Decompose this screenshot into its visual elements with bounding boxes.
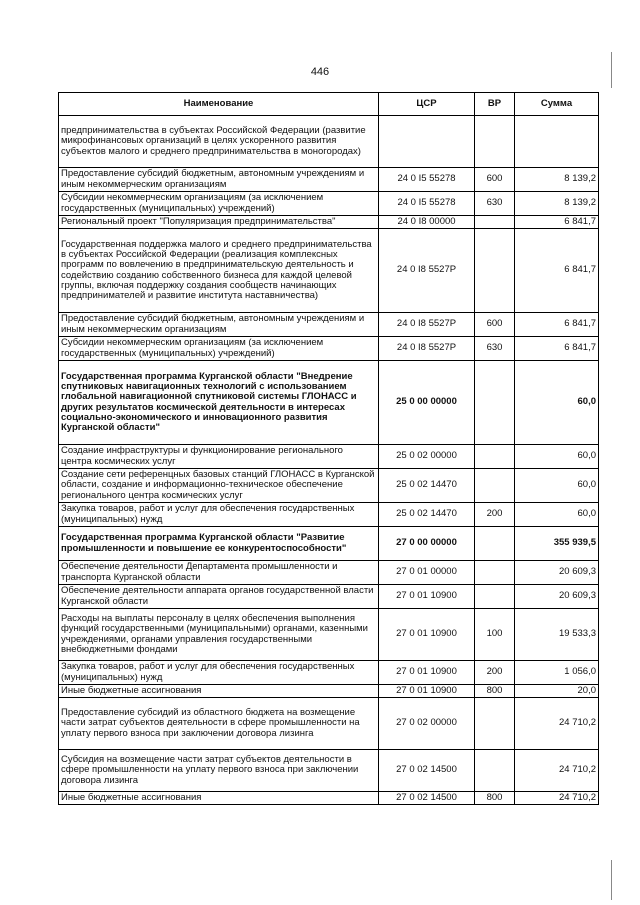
table-row — [59, 116, 599, 168]
cell-sum: 19 533,3 — [515, 609, 599, 661]
cell-csr: 27 0 01 10900 — [379, 585, 475, 609]
cell-sum: 6 841,7 — [515, 216, 599, 229]
table-row — [59, 561, 599, 585]
cell-csr: 25 0 02 14470 — [379, 469, 475, 503]
cell-name: Создание сети референцных базовых станций ГЛОНАСС в Курганской области, создание и информационно-техническое обеспечение регионального центра космических услуг — [59, 469, 379, 503]
cell-sum: 355 939,5 — [515, 527, 599, 561]
cell-name: Расходы на выплаты персоналу в целях обеспечения выполнения функций государственными (муниципальными) органами, казенными учреждениями, органами управления государственными внебюджетными фондами — [59, 609, 379, 661]
cell-name: Государственная поддержка малого и среднего предпринимательства в субъектах Российской Федерации (реализация комплексных программ по вовлечению в предпринимательскую деятельность и содействию созданию собственного бизнеса для каждой целевой группы, включая поддержку создания сообществ начинающих предпринимателей и развитие института наставничества) — [59, 229, 379, 313]
table-row — [59, 527, 599, 561]
cell-vr — [475, 469, 515, 503]
table-row — [59, 792, 599, 805]
cell-sum: 8 139,2 — [515, 192, 599, 216]
cell-sum: 24 710,2 — [515, 698, 599, 750]
cell-csr: 27 0 02 00000 — [379, 698, 475, 750]
cell-sum: 6 841,7 — [515, 313, 599, 337]
cell-name: Субсидия на возмещение части затрат субъектов деятельности в сфере промышленности на уплату первого взноса при заключении договора лизинга — [59, 750, 379, 792]
table-row — [59, 609, 599, 661]
cell-csr: 24 0 I5 55278 — [379, 192, 475, 216]
cell-sum: 60,0 — [515, 445, 599, 469]
scan-edge-mark — [611, 52, 612, 88]
page-number: 446 — [310, 66, 330, 78]
cell-name: Региональный проект "Популяризация предпринимательства" — [59, 216, 379, 229]
cell-vr — [475, 216, 515, 229]
cell-vr: 800 — [475, 685, 515, 698]
table-row — [59, 361, 599, 445]
cell-name: Государственная программа Курганской области "Развитие промышленности и повышение ее конкурентоспособности" — [59, 527, 379, 561]
cell-name: предпринимательства в субъектах Российской Федерации (развитие микрофинансовых организаций в целях ускоренного развития субъектов малого и среднего предпринимательства в моногородах) — [59, 116, 379, 168]
cell-csr: 27 0 01 10900 — [379, 661, 475, 685]
cell-sum: 6 841,7 — [515, 229, 599, 313]
cell-name: Обеспечение деятельности аппарата органов государственной власти Курганской области — [59, 585, 379, 609]
table-row — [59, 469, 599, 503]
cell-csr — [379, 116, 475, 168]
cell-vr — [475, 698, 515, 750]
cell-sum: 6 841,7 — [515, 337, 599, 361]
cell-sum: 8 139,2 — [515, 168, 599, 192]
cell-csr: 25 0 02 14470 — [379, 503, 475, 527]
cell-name: Иные бюджетные ассигнования — [59, 685, 379, 698]
cell-csr: 27 0 01 00000 — [379, 561, 475, 585]
cell-csr: 25 0 02 00000 — [379, 445, 475, 469]
table-row — [59, 192, 599, 216]
table-row — [59, 337, 599, 361]
cell-csr: 24 0 I8 5527P — [379, 337, 475, 361]
cell-vr: 630 — [475, 192, 515, 216]
cell-name: Предоставление субсидий бюджетным, автономным учреждениям и иным некоммерческим организациям — [59, 168, 379, 192]
table-row — [59, 216, 599, 229]
cell-vr — [475, 750, 515, 792]
cell-sum: 20 609,3 — [515, 561, 599, 585]
cell-vr: 800 — [475, 792, 515, 805]
cell-csr: 25 0 00 00000 — [379, 361, 475, 445]
cell-csr: 27 0 02 14500 — [379, 792, 475, 805]
cell-vr — [475, 361, 515, 445]
cell-sum: 20,0 — [515, 685, 599, 698]
cell-name: Предоставление субсидий из областного бюджета на возмещение части затрат субъектов деятельности в сфере промышленности на уплату первого взноса при заключении договора лизинга — [59, 698, 379, 750]
cell-csr: 24 0 I8 5527P — [379, 229, 475, 313]
cell-sum: 20 609,3 — [515, 585, 599, 609]
table-row — [59, 313, 599, 337]
cell-vr: 100 — [475, 609, 515, 661]
cell-sum: 1 056,0 — [515, 661, 599, 685]
table-row — [59, 750, 599, 792]
cell-csr: 24 0 I8 5527P — [379, 313, 475, 337]
cell-csr: 27 0 00 00000 — [379, 527, 475, 561]
header-name: Наименование — [59, 93, 379, 116]
table-row — [59, 445, 599, 469]
scan-edge-mark — [611, 860, 612, 900]
table-row — [59, 698, 599, 750]
cell-csr: 27 0 02 14500 — [379, 750, 475, 792]
cell-name: Закупка товаров, работ и услуг для обеспечения государственных (муниципальных) нужд — [59, 661, 379, 685]
table-body — [59, 116, 599, 805]
cell-vr: 630 — [475, 337, 515, 361]
cell-sum: 60,0 — [515, 361, 599, 445]
cell-csr: 24 0 I8 00000 — [379, 216, 475, 229]
cell-csr: 27 0 01 10900 — [379, 685, 475, 698]
cell-name: Предоставление субсидий бюджетным, автономным учреждениям и иным некоммерческим организациям — [59, 313, 379, 337]
cell-sum: 24 710,2 — [515, 750, 599, 792]
cell-vr — [475, 527, 515, 561]
cell-sum: 60,0 — [515, 503, 599, 527]
header-vr: ВР — [475, 93, 515, 116]
table-row — [59, 503, 599, 527]
cell-vr: 600 — [475, 313, 515, 337]
table-row — [59, 585, 599, 609]
cell-name: Субсидии некоммерческим организациям (за исключением государственных (муниципальных) учреждений) — [59, 337, 379, 361]
cell-vr — [475, 585, 515, 609]
cell-vr: 200 — [475, 503, 515, 527]
table-header-row — [59, 93, 599, 116]
cell-csr: 27 0 01 10900 — [379, 609, 475, 661]
cell-name: Субсидии некоммерческим организациям (за исключением государственных (муниципальных) учреждений) — [59, 192, 379, 216]
cell-csr: 24 0 I5 55278 — [379, 168, 475, 192]
header-csr: ЦСР — [379, 93, 475, 116]
table-row — [59, 168, 599, 192]
header-sum: Сумма — [515, 93, 599, 116]
cell-vr — [475, 445, 515, 469]
cell-sum — [515, 116, 599, 168]
table-row — [59, 661, 599, 685]
cell-name: Иные бюджетные ассигнования — [59, 792, 379, 805]
cell-name: Создание инфраструктуры и функционирование регионального центра космических услуг — [59, 445, 379, 469]
cell-vr: 600 — [475, 168, 515, 192]
cell-vr — [475, 116, 515, 168]
budget-table — [58, 92, 599, 805]
cell-sum: 24 710,2 — [515, 792, 599, 805]
table-row — [59, 229, 599, 313]
cell-name: Обеспечение деятельности Департамента промышленности и транспорта Курганской области — [59, 561, 379, 585]
cell-name: Государственная программа Курганской области "Внедрение спутниковых навигационных технологий с использованием глобальной навигационной спутниковой системы ГЛОНАСС и других результатов космической деятельности в интересах социально-экономического и инновационного развития Курганской области" — [59, 361, 379, 445]
cell-vr: 200 — [475, 661, 515, 685]
cell-vr — [475, 229, 515, 313]
cell-vr — [475, 561, 515, 585]
table-row — [59, 685, 599, 698]
cell-sum: 60,0 — [515, 469, 599, 503]
cell-name: Закупка товаров, работ и услуг для обеспечения государственных (муниципальных) нужд — [59, 503, 379, 527]
